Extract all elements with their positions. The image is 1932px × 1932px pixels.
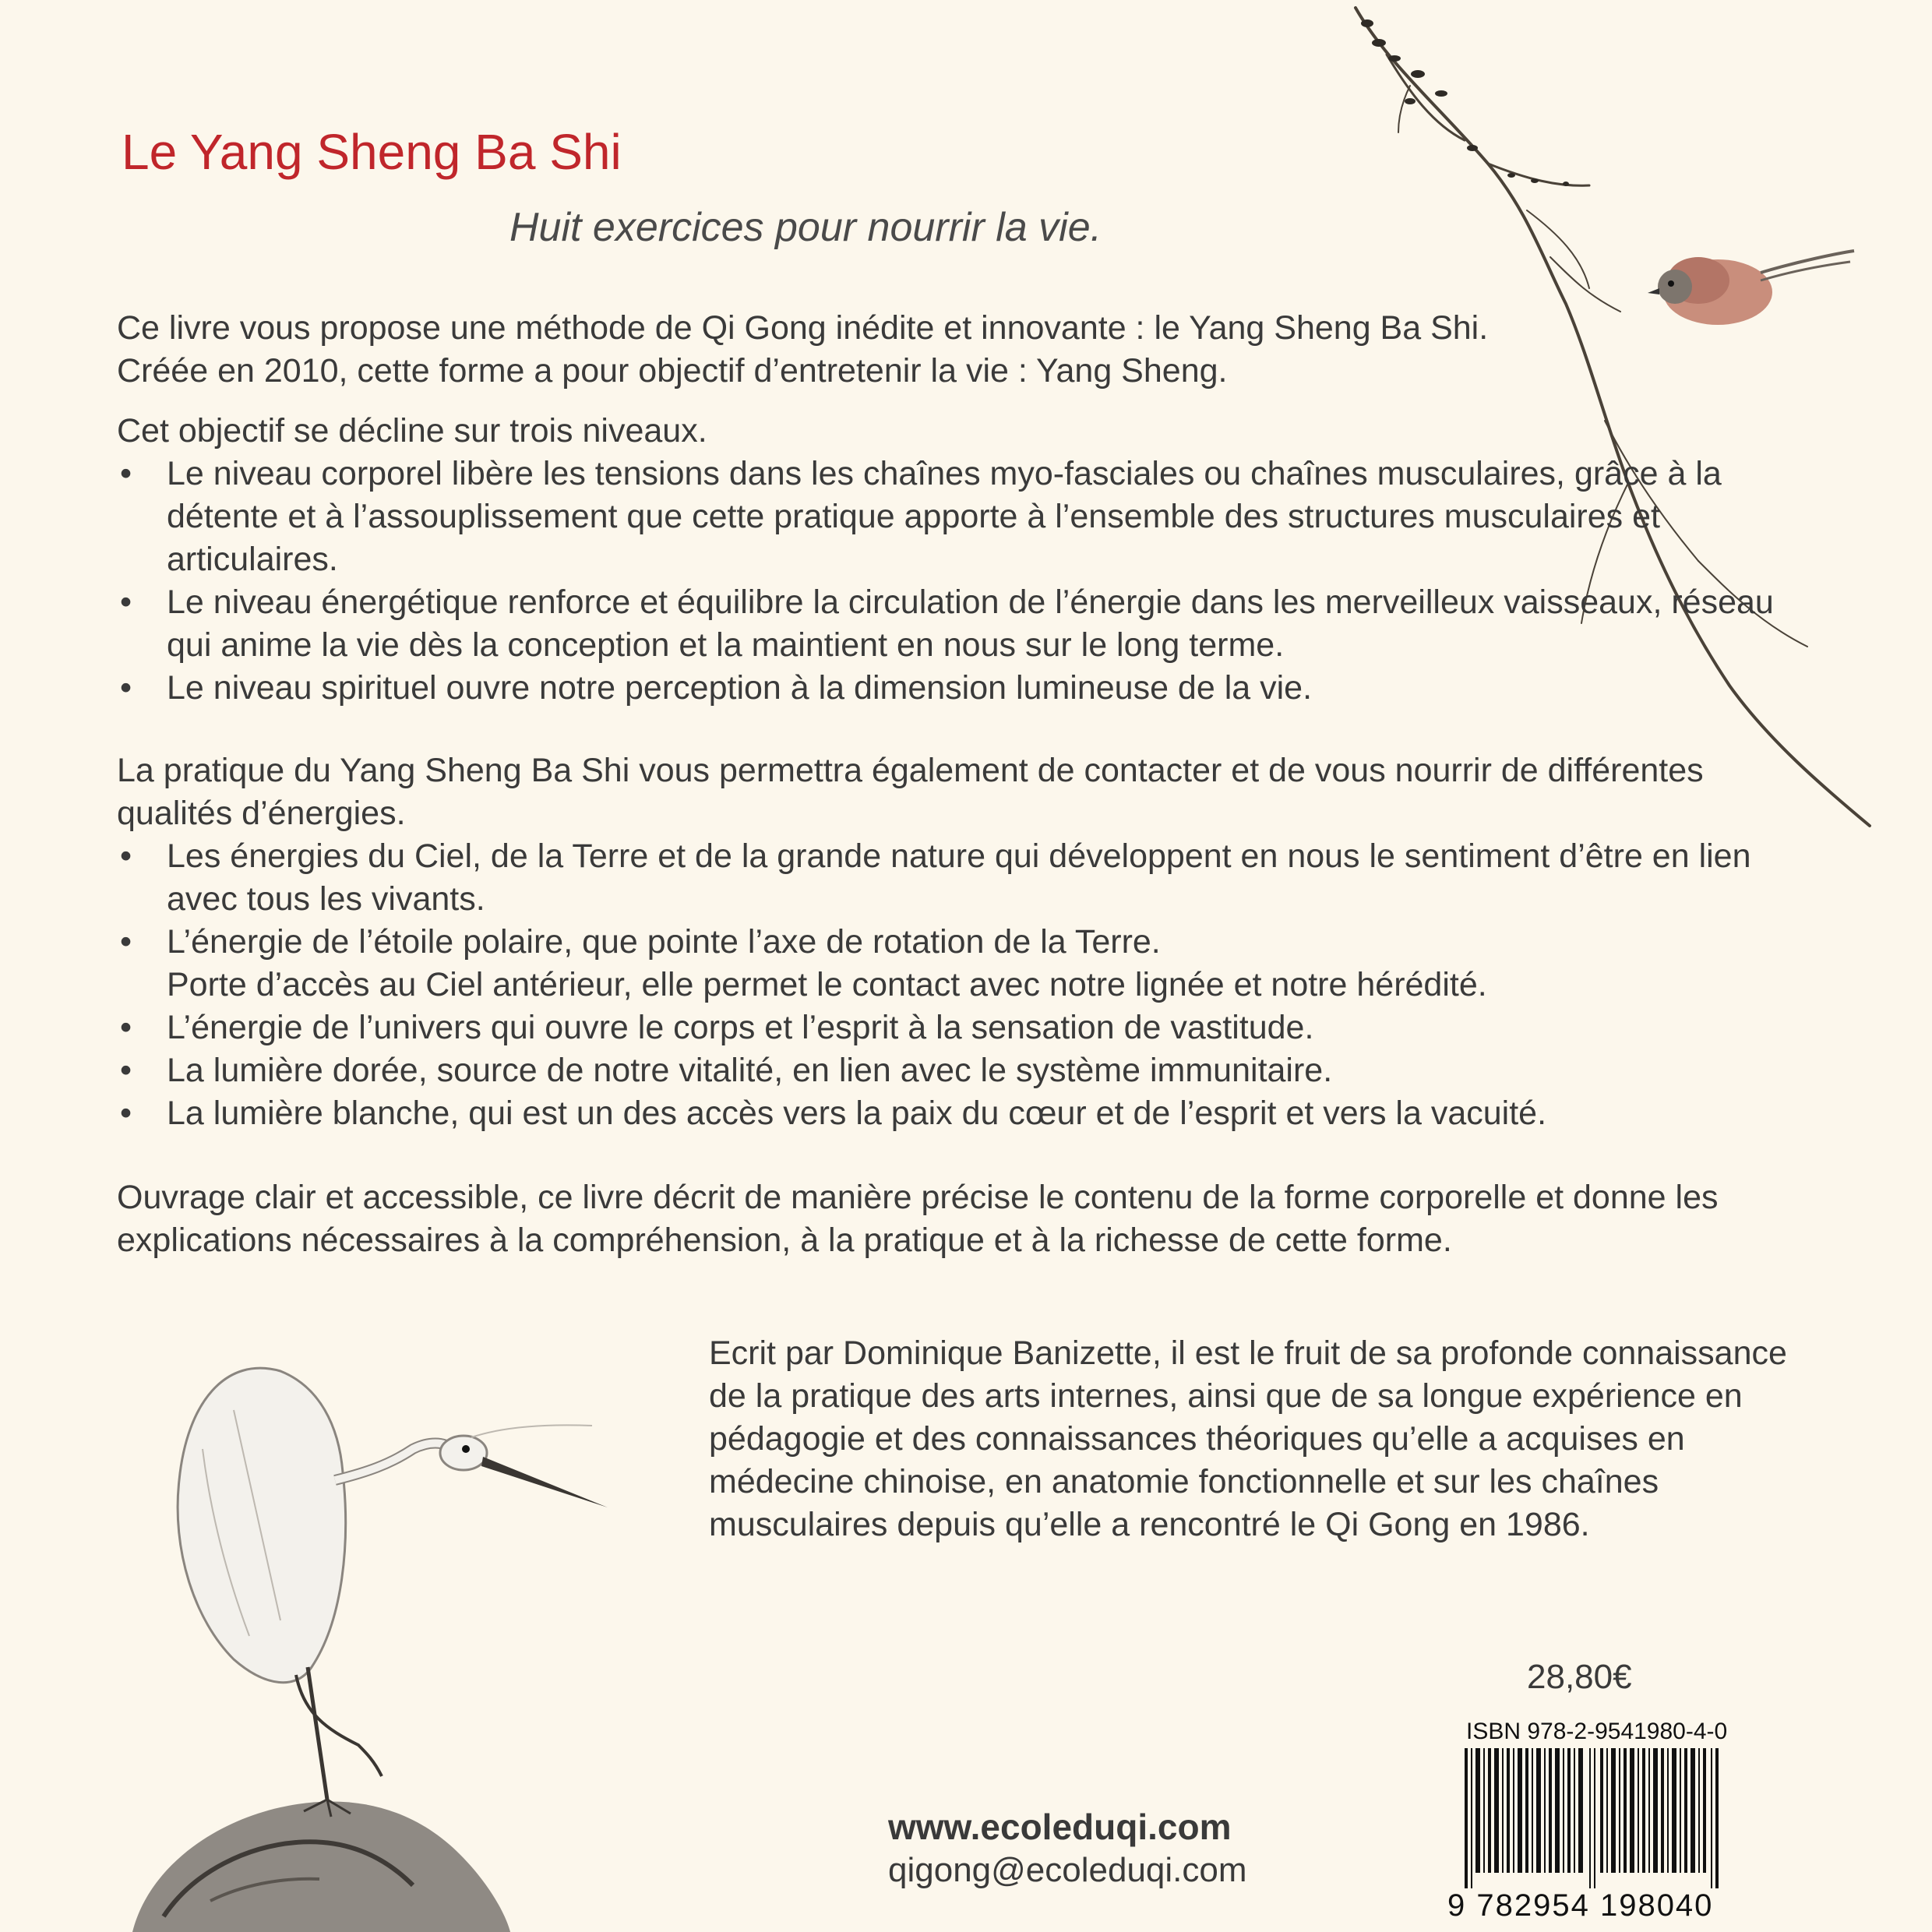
isbn-label: ISBN 978-2-9541980-4-0 [1466, 1719, 1728, 1744]
heron-on-rock-icon [117, 1293, 662, 1932]
list-item-text: Les énergies du Ciel, de la Terre et de la grande nature qui développent en nous le sentiment d’être en lien avec tous les vivants. [167, 837, 1751, 918]
levels-section [117, 410, 1800, 710]
bullet-icon: • [120, 1095, 132, 1132]
list-item-text: Le niveau énergétique renforce et équilibre la circulation de l’énergie dans les merveilleux vaisseaux, réseau qui anime la vie dès la conception et la maintient en nous sur le long terme. [167, 583, 1774, 664]
barcode-icon [1465, 1748, 1729, 1888]
author-paragraph [709, 1332, 1800, 1546]
author-text: Ecrit par Dominique Banizette, il est le fruit de sa profonde connaissance de la pratique des arts internes, ainsi que de sa longue expérience en pédagogie et des connaissances théoriques qu’elle a acquises en médecine chinoise, en anatomie fonctionnelle et sur les chaînes musculaires depuis qu’elle a rencontré le Qi Gong en 1986. [709, 1334, 1787, 1543]
bullet-icon: • [120, 583, 132, 621]
list-item [117, 667, 1800, 710]
email-link[interactable]: qigong@ecoleduqi.com [888, 1851, 1247, 1889]
intro-line: Ce livre vous propose une méthode de Qi Gong inédite et innovante : le Yang Sheng Ba Shi. [117, 309, 1489, 347]
list-item [117, 1049, 1800, 1092]
bullet-icon: • [120, 1052, 132, 1089]
list-item-text: La lumière blanche, qui est un des accès vers la paix du cœur et de l’esprit et vers la vacuité. [167, 1095, 1547, 1132]
list-item [117, 453, 1800, 581]
bullet-icon: • [120, 837, 132, 875]
list-item-text: Le niveau corporel libère les tensions dans les chaînes myo-fasciales ou chaînes musculaires, grâce à la détente et à l’assouplissement que cette pratique apporte à l’ensemble des structures musculaires et articulaires. [167, 455, 1722, 578]
intro-paragraph [117, 307, 1800, 393]
levels-lead: Cet objectif se décline sur trois niveaux. [117, 412, 707, 450]
list-item-text: Le niveau spirituel ouvre notre perception à la dimension lumineuse de la vie. [167, 669, 1313, 707]
closing-paragraph [117, 1176, 1800, 1262]
bullet-icon: • [120, 455, 132, 492]
list-item [117, 835, 1800, 921]
bullet-icon: • [120, 1009, 132, 1046]
book-title: Le Yang Sheng Ba Shi [122, 124, 622, 180]
book-subtitle: Huit exercices pour nourrir la vie. [509, 205, 1102, 250]
levels-list [117, 453, 1800, 710]
list-item-text: L’énergie de l’univers qui ouvre le corps et l’esprit à la sensation de vastitude. [167, 1009, 1314, 1046]
list-item-continuation: Porte d’accès au Ciel antérieur, elle permet le contact avec notre lignée et notre hérédité. [167, 966, 1487, 1003]
energies-lead: La pratique du Yang Sheng Ba Shi vous permettra également de contacter et de vous nourrir de différentes qualités d’énergies. [117, 752, 1704, 832]
intro-line: Créée en 2010, cette forme a pour objectif d’entretenir la vie : Yang Sheng. [117, 352, 1228, 390]
website-link[interactable]: www.ecoleduqi.com [888, 1807, 1232, 1847]
closing-text: Ouvrage clair et accessible, ce livre décrit de manière précise le contenu de la forme corporelle et donne les explications nécessaires à la compréhension, à la pratique et à la richesse de cette forme. [117, 1179, 1719, 1259]
bullet-icon: • [120, 669, 132, 707]
price-label: 28,80€ [1527, 1658, 1632, 1696]
bullet-icon: • [120, 923, 132, 961]
list-item-text: L’énergie de l’étoile polaire, que pointe l’axe de rotation de la Terre. [167, 923, 1161, 961]
list-item [117, 581, 1800, 667]
energies-list [117, 835, 1800, 1135]
list-item [117, 1007, 1800, 1049]
barcode-digits: 9 782954 198040 [1447, 1888, 1714, 1923]
energies-section [117, 749, 1800, 1135]
list-item [117, 921, 1800, 1007]
list-item [117, 1092, 1800, 1135]
list-item-text: La lumière dorée, source de notre vitalité, en lien avec le système immunitaire. [167, 1052, 1333, 1089]
